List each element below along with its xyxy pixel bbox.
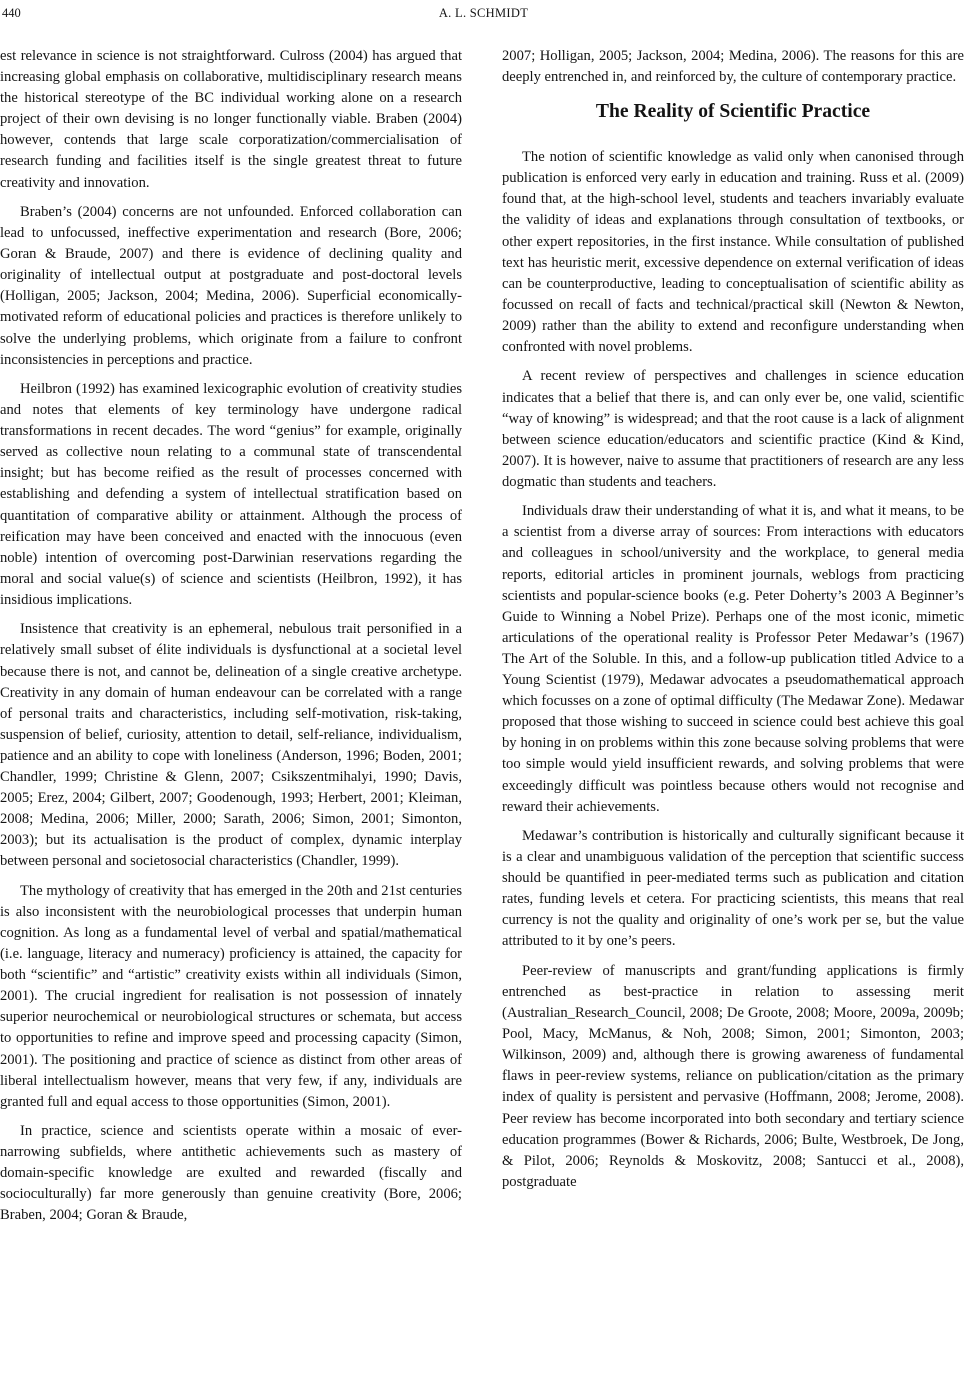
body-paragraph: The mythology of creativity that has emerged in the 20th and 21st centuries is also inconsistent with the neurobiological processes that underpin human cognition. As long as a fundamental level of verbal and spatial/mathematical (i.e. language, literacy and numeracy) proficiency is attained, the capacity for both “scientific” and “artistic” creativity exists within all individuals (Simon, 2001). The crucial ingredient for realisation is not possession of innately superior neurochemical or neurobiological structures or schemata, but access to opportunities to refine and improve speed and processing capacity (Simon, 2001). The positioning and practice of science as distinct from other areas of liberal intellectualism however, means that very few, if any, individuals are granted full and equal access to those opportunities (Simon, 2001). [0,882,462,1110]
body-paragraph: In practice, science and scientists operate within a mosaic of ever-narrowing subfields, where antithetic achievements such as mastery of domain-specific knowledge are exulted and rewarded (fiscally and socioculturally) far more generously than genuine creativity (Bore, 2006; Braben, 2004; Goran & Braude, [0,1123,462,1224]
body-paragraph: Heilbron (1992) has examined lexicographic evolution of creativity studies and notes that elements of key terminology have undergone radical transformations in recent decades. The word “genius” for example, originally served as collective noun relating to a communal state of transcendental insight; but has become reified as the result of processes concerned with establishing and defending a system of intellectual stratification based on quantitation of comparative ability or attainment. Although the process of reification may have been conceived and enacted with the innocuous (even noble) intention of overcoming post-Darwinian reservations regarding the moral and social value(s) of science and scientists (Heilbron, 1992), it has insidious implications. [0,381,462,608]
body-paragraph: The notion of scientific knowledge as valid only when canonised through publication is enforced very early in education and training. Russ et al. (2009) found that, at the high-school level, students and teachers invariably evaluate the validity of ideas and explanations through consultation of textbooks, or other expert repositories, in the first instance. While consultation of published text has heuristic merit, excessive dependence on external verification of ideas can be counterproductive, leading to conceptualisation of scientific ability as focussed on recall of facts and technical/practical skill (Newton & Newton, 2009) rather than the ability to extend and reconfigure understanding when confronted with novel problems. [502,149,964,356]
body-paragraph: Individuals draw their understanding of what it is, and what it means, to be a scientist from a diverse array of sources: From interactions with educators and colleagues in school/university and the workplace, to general media reports, editorial articles in prominent journals, weblogs from practicing scientists and popular-science books (e.g. Peter Doherty’s 2003 A Beginner’s Guide to Winning a Nobel Prize). Perhaps one of the most iconic, mimetic articulations of the operational reality is Professor Peter Medawar’s (1967) The Art of the Soluble. In this, and a follow-up publication titled Advice to a Young Scientist (1979), Medawar advocates a pseudomathematical approach which focusses on a zone of optimal difficulty (The Medawar Zone). Medawar proposed that those wishing to succeed in science could best achieve this goal by honing in on problems within this zone because solving problems that were too simple would yield insufficient rewards, and solving problems that were exceedingly difficult was pointless because others would not recognise and reward their achievements. [502,503,964,815]
left-column [0,46,462,1391]
body-paragraph: Medawar’s contribution is historically and culturally significant because it is a clear and unambiguous validation of the perception that scientific success should be quantified in peer-mediated terms such as publication and citation rates, funding levels et cetera. For practicing scientists, this means that real currency is not the quality and originality of one’s work per se, but the value attributed to it by one’s peers. [502,827,964,950]
section-heading: The Reality of Scientific Practice [595,101,871,123]
body-paragraph: 2007; Holligan, 2005; Jackson, 2004; Medina, 2006). The reasons for this are deeply entrenched in, and reinforced by, the culture of contemporary practice. [502,48,964,86]
right-column [502,46,964,1391]
running-head [0,3,967,23]
body-paragraph: Peer-review of manuscripts and grant/funding applications is firmly entrenched as best-practice in relation to assessing merit (Australian_Research_Council, 2008; De Groote, 2008; Moore, 2009a, 2009b; Pool, Macy, McManus, & Noh, 2008; Simon, 2001; Simonton, 2003; Wilkinson, 2009) and, although there is growing awareness of fundamental flaws in peer-review systems, reliance on publication/citation as the primary index of quality is persistent and pervasive (Hoffmann, 2008; Jerome, 2008). Peer review has become incorporated into both secondary and tertiary science education programmes (Bower & Richards, 2006; Bulte, Westbroek, De Jong, & Pilot, 2006; Reynolds & Moskovitz, 2008; Santucci et al., 2008), postgraduate [502,962,964,1190]
body-paragraph: est relevance in science is not straightforward. Culross (2004) has argued that increasing global emphasis on collaborative, multidisciplinary research means the historical stereotype of the BC individual working alone on a research project of their own devising is no longer functionally viable. Braben (2004) however, contends that large scale corporatization/commercialisation of research funding and facilities itself is the single greatest threat to future creativity and innovation. [0,48,462,191]
running-title: A. L. SCHMIDT [438,6,529,20]
page-number: 440 [2,6,21,20]
body-paragraph: Insistence that creativity is an ephemeral, nebulous trait personified in a relatively small subset of élite individuals is dysfunctional at a societal level because there is not, and cannot be, delineation of a single creative archetype. Creativity in any domain of human endeavour can be correlated with a range of personal traits and characteristics, including self-motivation, risk-taking, suspension of belief, curiosity, attention to detail, self-reliance, individualism, patience and an ability to cope with loneliness (Anderson, 1996; Boden, 2001; Chandler, 1999; Christine & Glenn, 2007; Csikszentmihalyi, 1990; Davis, 2005; Erez, 2004; Gilbert, 2007; Goodenough, 1993; Herbert, 2001; Kleiman, 2008; Medina, 2006; Miller, 2000; Sarath, 2006; Simon, 2001; Simonton, 2003); but its actualisation is the product of complex, dynamic interplay between personal and societosocial characteristics (Chandler, 1999). [0,621,462,870]
body-paragraph: Braben’s (2004) concerns are not unfounded. Enforced collaboration can lead to unfocussed, ineffective experimentation and research (Bore, 2006; Goran & Braude, 2007) and there is evidence of declining quality and originality of intellectual output at postgraduate and post-doctoral levels (Holligan, 2005; Jackson, 2004; Medina, 2006). Superficial economically-motivated reform of educational policies and practices is therefore unlikely to solve the underlying problems, which originate from a failure to confront inconsistencies in perceptions and practice. [0,203,462,368]
body-paragraph: A recent review of perspectives and challenges in science education indicates that a belief that there is, and can only ever be, one valid, scientific “way of knowing” is widespread; and that the root cause is a lack of alignment between science education/educators and scientific practice (Kind & Kind, 2007). It is however, naive to assume that practitioners of research are any less dogmatic than students and teachers. [502,368,964,490]
